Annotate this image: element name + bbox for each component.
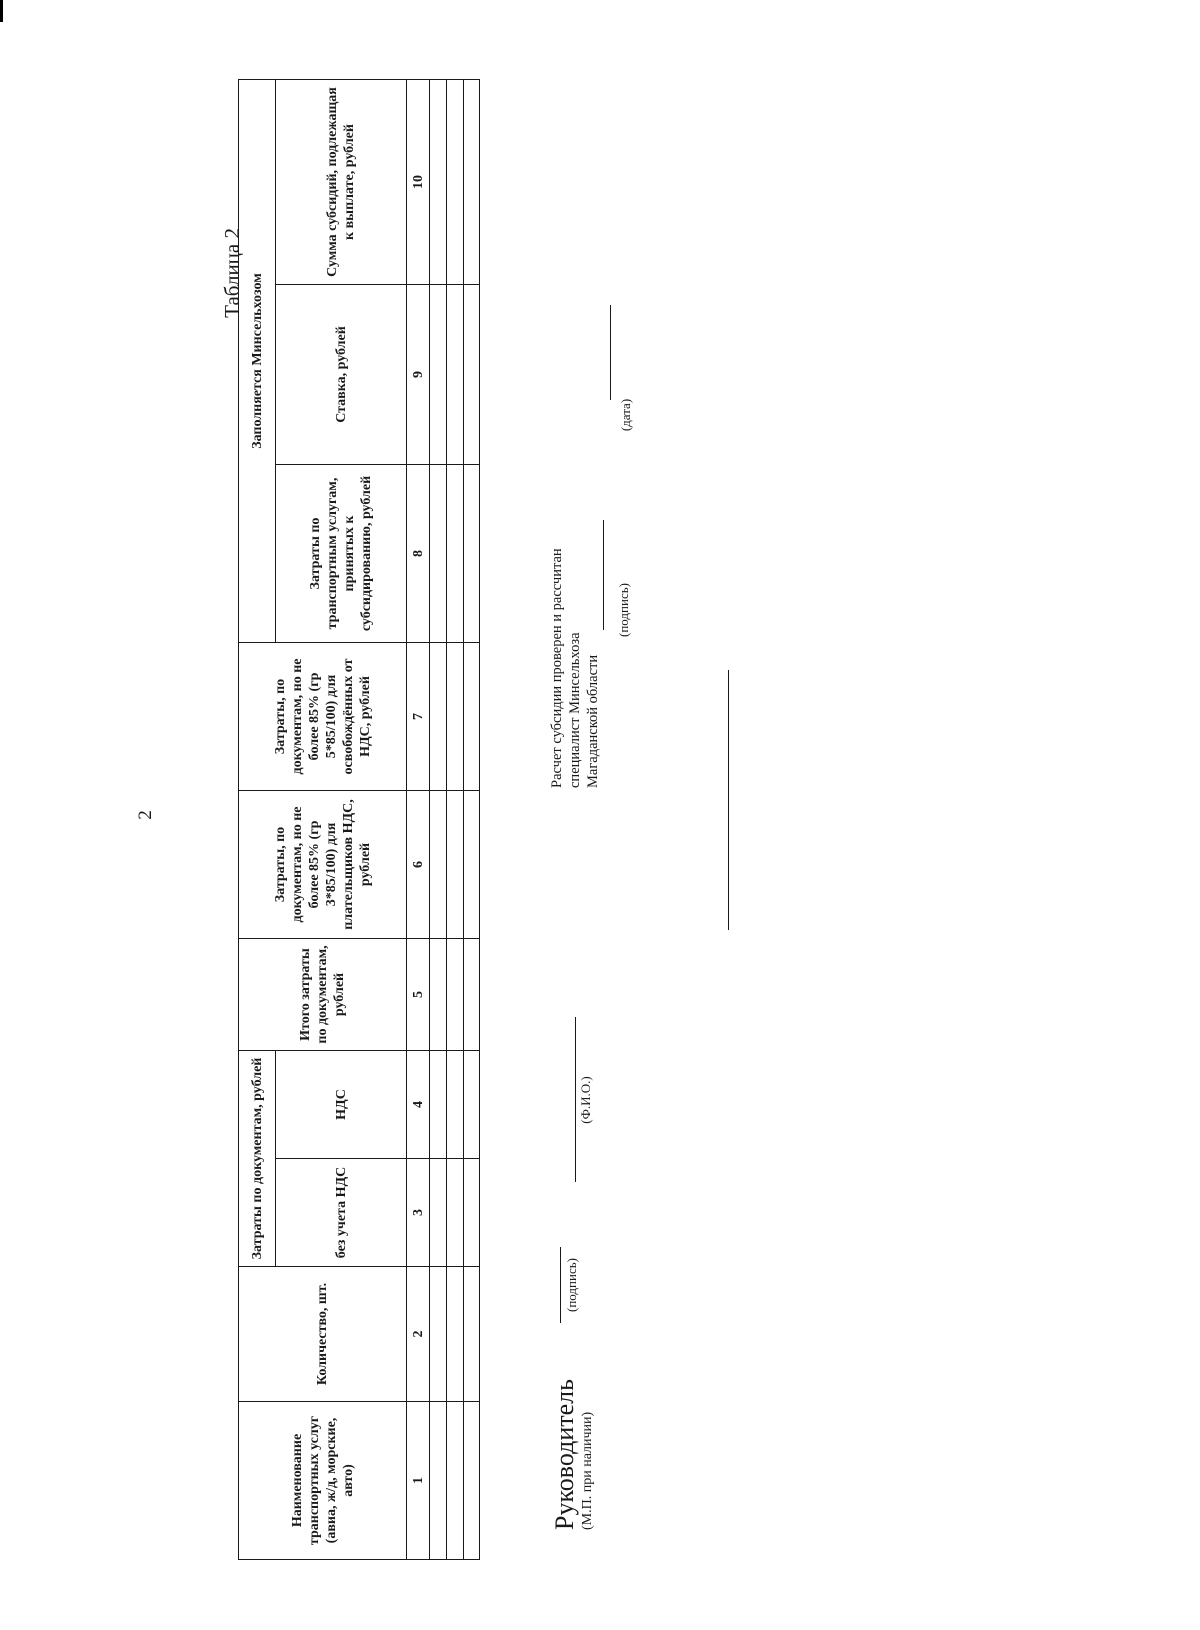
table-cell	[430, 79, 447, 284]
page-number: 2	[135, 810, 156, 820]
manager-signature-line	[560, 1247, 561, 1323]
table-cell	[447, 643, 464, 791]
manager-signature-caption: (подпись)	[564, 1258, 579, 1312]
table-cell	[447, 1051, 464, 1159]
table-cell	[464, 791, 480, 939]
column-number: 4	[407, 1051, 430, 1159]
table-cell	[464, 79, 480, 284]
header-col-9: Ставка, рублей	[276, 285, 407, 465]
table-cell	[430, 939, 447, 1051]
table-cell	[447, 79, 464, 284]
manager-name-line	[575, 1017, 576, 1182]
subsidy-calculation-table	[238, 79, 480, 1560]
column-number: 8	[407, 465, 430, 643]
table-cell	[464, 1051, 480, 1159]
table-cell	[447, 1159, 464, 1267]
table-cell	[430, 1402, 447, 1560]
table-row	[464, 79, 480, 1559]
header-col-5: Итого затраты по документам, рублей	[239, 939, 407, 1051]
scan-edge-mark	[0, 0, 3, 22]
manager-name-caption: (Ф.И.О.)	[578, 1076, 593, 1124]
verification-block	[548, 548, 602, 788]
column-number: 7	[407, 643, 430, 791]
table-cell	[464, 1402, 480, 1560]
table-cell	[447, 285, 464, 465]
column-number-row	[407, 79, 430, 1559]
table-cell	[447, 1267, 464, 1402]
table-cell	[464, 465, 480, 643]
table-cell	[447, 791, 464, 939]
table-cell	[447, 1402, 464, 1560]
manager-title: Руководитель	[550, 1379, 579, 1530]
verification-line-1: Расчет субсидии проверен и рассчитан	[549, 548, 565, 788]
header-col-10: Сумма субсидий, подлежащая к выплате, рублей	[276, 79, 407, 284]
blank-line	[728, 670, 729, 930]
date-caption: (дата)	[618, 398, 633, 432]
header-col-2: Количество, шт.	[239, 1267, 407, 1402]
verification-line-3: Магаданской области	[585, 654, 601, 788]
table-cell	[430, 285, 447, 465]
header-col-3: без учета НДС	[276, 1159, 407, 1267]
column-number: 10	[407, 79, 430, 284]
stamp-note: (М.П. при наличии)	[580, 1411, 595, 1530]
header-col-8: Затраты по транспортным услугам, принятых к субсидированию, рублей	[276, 465, 407, 643]
header-col-1: Наименование транспортных услуг (авиа, ж/д, морские, авто)	[239, 1402, 407, 1560]
table-cell	[430, 643, 447, 791]
specialist-signature-caption: (подпись)	[616, 583, 631, 637]
column-number: 1	[407, 1402, 430, 1560]
column-number: 5	[407, 939, 430, 1051]
table-cell	[464, 643, 480, 791]
table-cell	[464, 285, 480, 465]
verification-line-2: специалист Минсельхоза	[567, 632, 583, 788]
table-cell	[464, 1159, 480, 1267]
table-cell	[430, 1159, 447, 1267]
header-col-4: НДС	[276, 1051, 407, 1159]
header-col-6: Затраты, по документам, но не более 85% (гр 3*85/100) для плательщиков НДС, рублей	[239, 791, 407, 939]
table-cell	[430, 791, 447, 939]
table-cell	[464, 939, 480, 1051]
table-cell	[447, 939, 464, 1051]
table-row	[430, 79, 447, 1559]
table-cell	[430, 1267, 447, 1402]
table-row	[447, 79, 464, 1559]
header-col-7: Затраты, по документам, но не более 85% (гр 5*85/100) для освобождённых от НДС, рублей	[239, 643, 407, 791]
header-group-costs: Затраты по документам, рублей	[239, 1051, 276, 1267]
table-cell	[430, 465, 447, 643]
specialist-signature-line	[603, 520, 604, 630]
column-number: 9	[407, 285, 430, 465]
column-number: 3	[407, 1159, 430, 1267]
table-cell	[430, 1051, 447, 1159]
column-number: 2	[407, 1267, 430, 1402]
header-group-ministry: Заполняется Минсельхозом	[239, 79, 276, 642]
table-cell	[447, 465, 464, 643]
column-number: 6	[407, 791, 430, 939]
table-header-row	[239, 79, 276, 1559]
table-cell	[464, 1267, 480, 1402]
date-line	[610, 305, 611, 400]
table-label: Таблица 2	[220, 228, 244, 318]
